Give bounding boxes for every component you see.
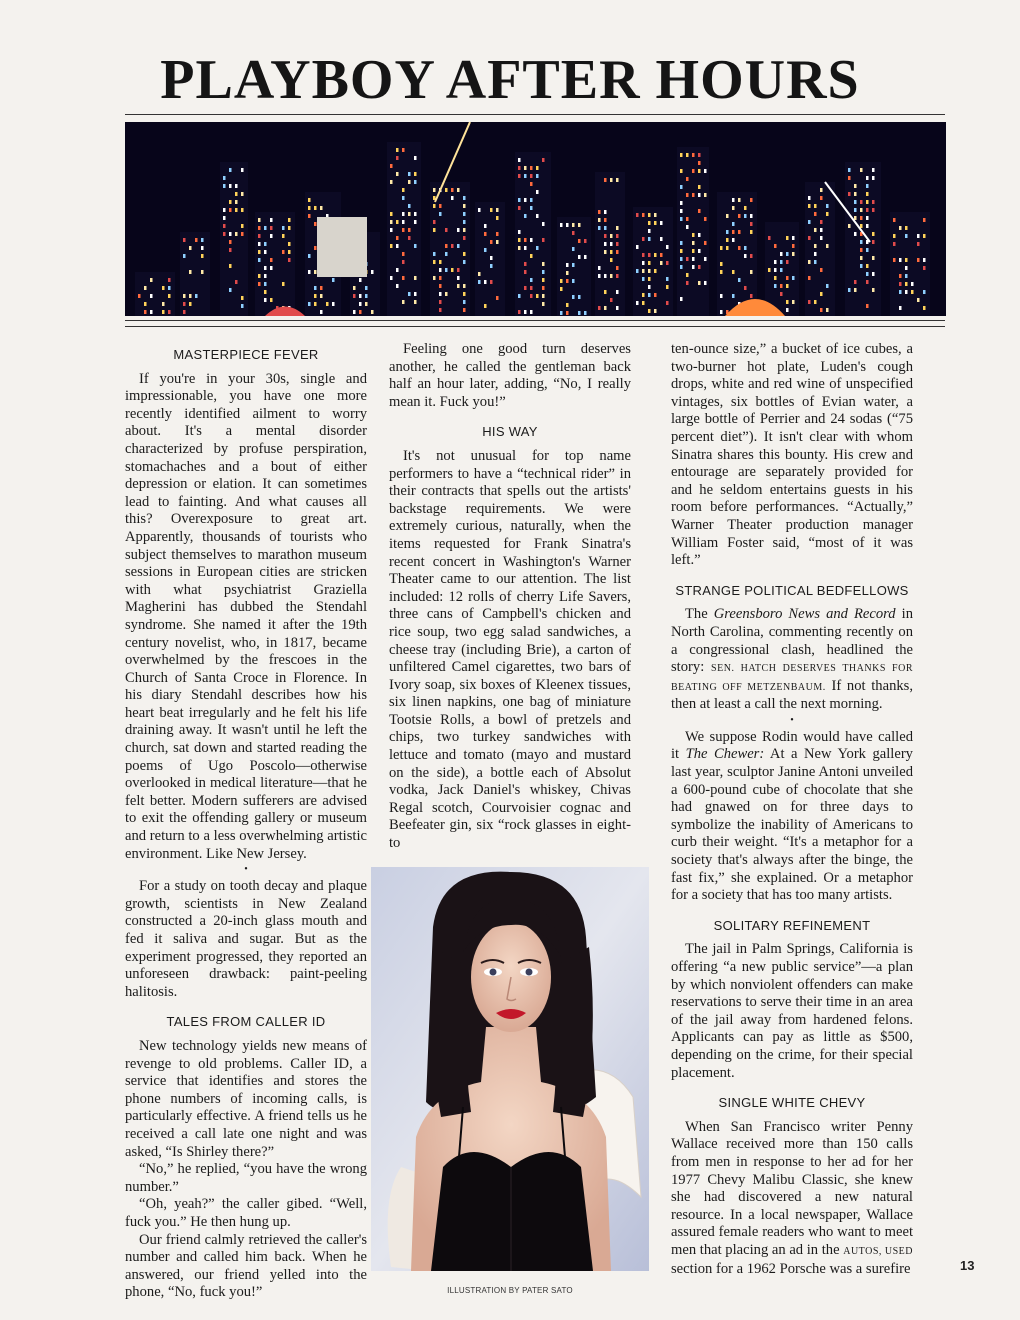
woman-portrait-illustration: [371, 867, 649, 1271]
masterpiece-paragraph-1: If you're in your 30s, single and impressionable, you have one more recently identified ailment to worry about. It's a mental disorder characterized by profuse perspiration, stomachaches and a bout of either depression or elation. It can sometimes lead to fainting. And what causes all this? Overexposure to great art. Apparently, thousands of tourists who subject themselves to marathon museum sessions in European cities are stricken with what psychiatrist Graziella Magherini has dubbed the Stendahl syndrome. She named it after the 19th century novelist, who, in 1817, became overwhelmed by the frescoes in the Church of Santa Croce in Florence. In his diary Stendahl describes how his heart beat irregularly and he felt his life draining away. It wasn't until he left the church, sat down and started reading the poems of Ugo Poscolo—otherwise overlooked in medical literature—that he felt better. Modern sufferers are advised to exit the offending gallery or museum and return to a less overwhelming artistic environment. Like New Jersey.: [125, 370, 367, 862]
heading-single-white-chevy: SINGLE WHITE CHEVY: [718, 1095, 866, 1111]
heading-his-way: HIS WAY: [482, 424, 538, 440]
bedfellows-paragraph-1: The Greensboro News and Record in North Carolina, commenting recently on a congressional clash, headlined the story: SEN. HATCH DESERVES THANKS FOR BEATING OFF METZENBAUM. If not thanks, then at least a call the next morning.: [671, 606, 913, 713]
heading-solitary-refinement: SOLITARY REFINEMENT: [713, 917, 871, 933]
caller-id-paragraph-4: Our friend calmly retrieved the caller's number and called him back. When he answered, our friend yelled into the phone, “No, fuck you!”: [125, 1231, 367, 1301]
caller-id-paragraph-1: New technology yields new means of revenge to old problems. Caller ID, a service that identifies and stores the phone numbers of incoming calls, is particularly effective. A friend tells us he received a call late one night and was asked, “Is Shirley there?”: [125, 1037, 367, 1160]
solitary-paragraph-1: The jail in Palm Springs, California is offering “a new public service”—a plan by which nonviolent offenders can make reservations to serve their time in an area of the jail away from hardened felons. Applicants can pay as little as $500, depending on the crime, for their special placement.: [671, 941, 913, 1081]
banner-rule-2: [125, 326, 945, 327]
heading-masterpiece-fever: MASTERPIECE FEVER: [173, 347, 319, 362]
page-title: PLAYBOY AFTER HOURS: [160, 49, 860, 111]
caller-id-paragraph-2: “No,” he replied, “you have the wrong number.”: [125, 1161, 367, 1195]
heading-caller-id: TALES FROM CALLER ID: [166, 1014, 326, 1030]
column-3: [671, 341, 913, 1278]
his-way-paragraph-1: It's not unusual for top name performers to have a “technical rider” in their contracts that spells out the artists' backstage requirements. We were extremely curious, naturally, when the items requested for Frank Sinatra's recent concert in Washington's Warner Theater came to our attention. The list included: 12 rolls of cherry Life Savers, three cans of Campbell's chicken and rice soup, two egg salad sandwiches, a cheese tray (including Brie), a carton of unfiltered Camel cigarettes, two bars of Ivory soap, six boxes of Kleenex tissues, six linen napkins, one bag of miniature Tootsie Rolls, a bowl of pretzels and chips, two turkey sandwiches with lettuce and tomato (mayo and mustard on the side), a bottle each of Absolut vodka, Jack Daniel's whiskey, Chivas Regal scotch, Courvoisier cognac and Beefeater gin, six “rock glasses in eight- to: [389, 447, 631, 852]
masterpiece-paragraph-2: For a study on tooth decay and plaque growth, scientists in New Zealand constructed a 20-inch glass mouth and fed it saliva and sugar. But as the experiment progressed, they reported an unforeseen drawback: paint-peeling halitosis.: [125, 878, 367, 1000]
caller-id-paragraph-3: “Oh, yeah?” the caller gibed. “Well, fuck you.” He then hung up.: [125, 1196, 367, 1230]
his-way-paragraph-2: ten-ounce size,” a bucket of ice cubes, a two-burner hot plate, Luden's cough drops, white and red wine of unspecified vintages, six bottles of Evian water, a large bottle of Perrier and 24 sodas (“75 percent diet”). It isn't clear with whom Sinatra shares this bounty. His crew and entourage are separately provided for and he seldom entertains guests in his room before performances. “Actually,” Warner Theater production manager William Foster said, “most of it was left.”: [671, 341, 913, 569]
banner-rule-1: [125, 320, 945, 321]
title-rule: [125, 114, 945, 115]
city-skyline-illustration: [125, 122, 946, 316]
bedfellows-paragraph-2: We suppose Rodin would have called it The Chewer: At a New York gallery last year, sculptor Janine Antoni unveiled a 600-pound cube of chocolate that she had gnawed on for three days to symbolize the inability of Americans to curb their weight. “It's a metaphor for a society that's always after the binge, the fast fix,” she explained. Or a metaphor for a society that has too many artists.: [671, 728, 913, 904]
illustration-credit: ILLUSTRATION BY PATER SATO: [447, 1286, 573, 1295]
bullet-separator: •: [244, 864, 248, 876]
caller-id-paragraph-5: Feeling one good turn deserves another, he called the gentleman back half an hour later, adding, “No, I really mean it. Fuck you!”: [389, 341, 631, 410]
heading-strange-political-bedfellows: STRANGE POLITICAL BEDFELLOWS: [675, 582, 909, 598]
bullet-separator: •: [790, 714, 794, 726]
page-number: 13: [960, 1258, 975, 1273]
chevy-paragraph-1: When San Francisco writer Penny Wallace received more than 150 calls from men in response to her ad for her 1977 Chevy Malibu Classic, she knew she had discovered a new natural resource. In a local newspaper, Wallace assured female readers who want to meet men that placing an ad in the AUTOS, USED section for a 1962 Porsche was a surefire: [671, 1118, 914, 1277]
column-1: [125, 346, 367, 1302]
column-2: [389, 341, 631, 853]
